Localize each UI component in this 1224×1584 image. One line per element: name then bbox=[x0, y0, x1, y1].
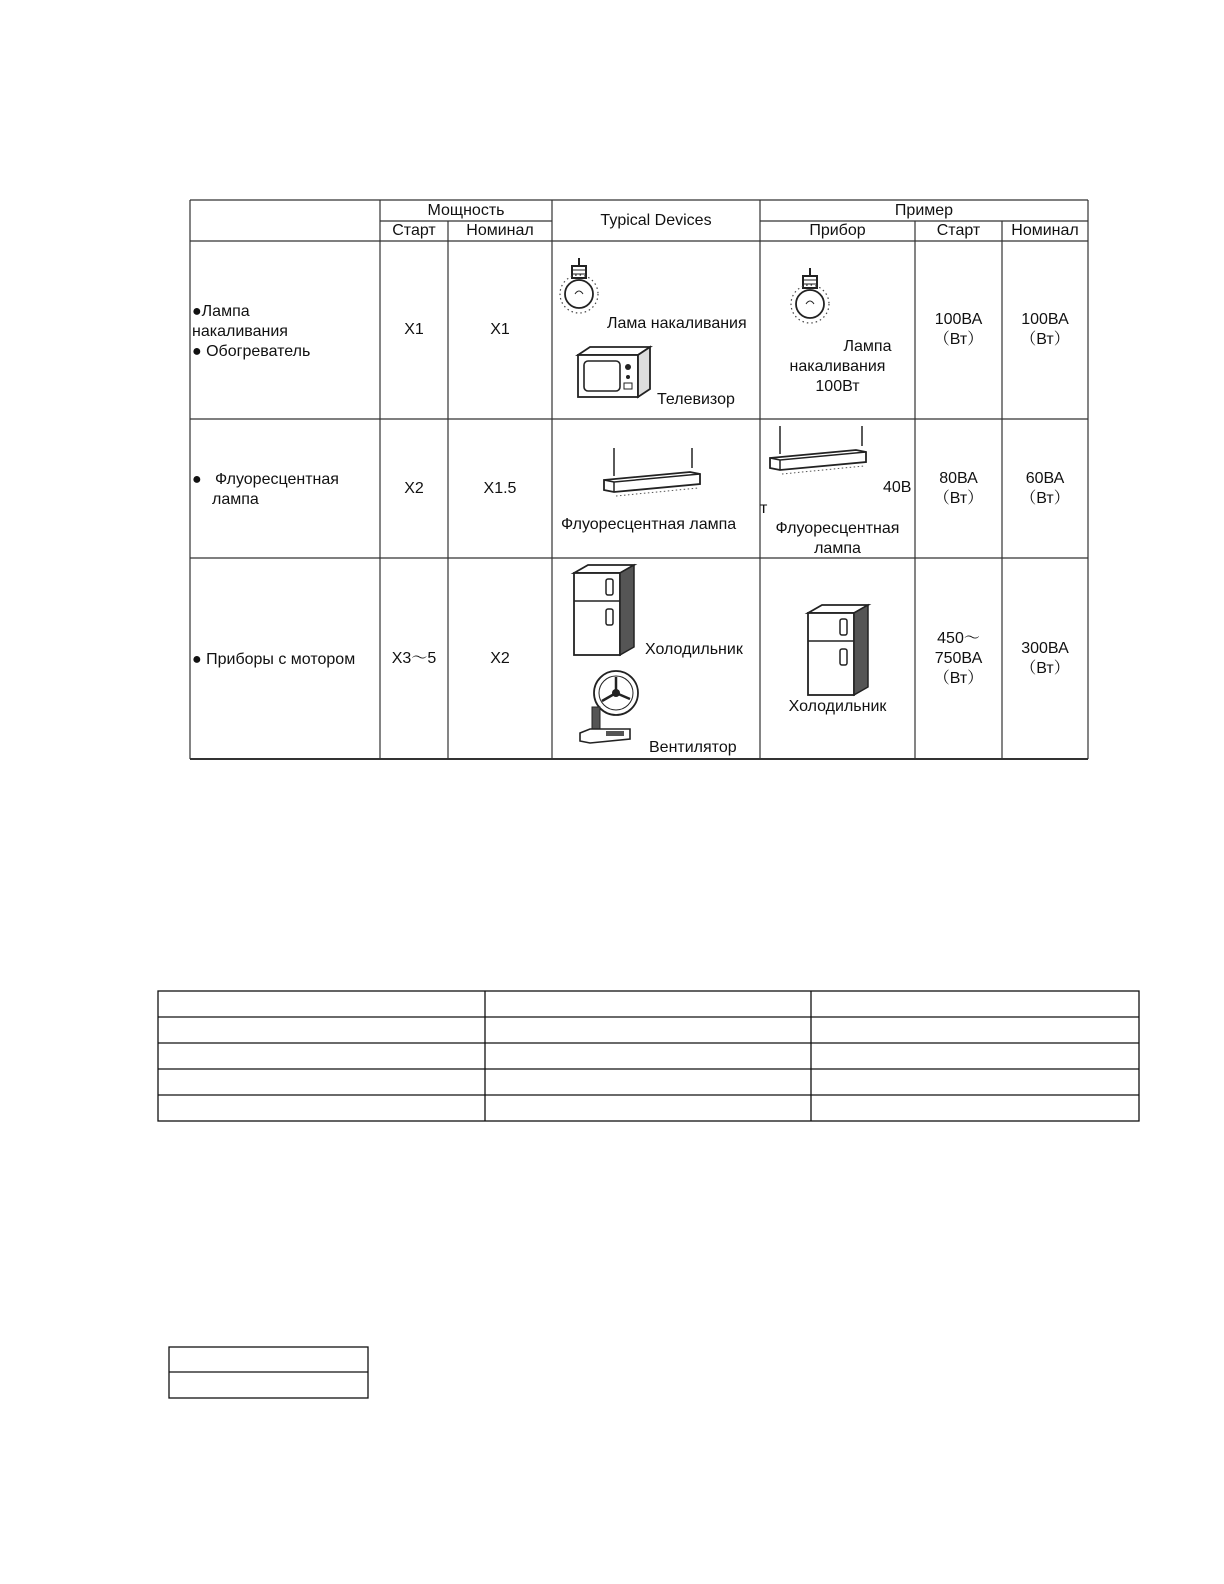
category-line: ●Лампа bbox=[192, 303, 250, 320]
header-power: Мощность bbox=[427, 201, 505, 219]
header-nominal: Номинал bbox=[466, 222, 534, 239]
row3-start: X3～5 bbox=[391, 649, 437, 667]
value-line: 60ВА bbox=[1025, 469, 1065, 487]
example-label-fridge: Холодильник bbox=[788, 698, 887, 715]
category-line: ● Флуоресцентная bbox=[192, 471, 339, 488]
value-line: 300ВА bbox=[1021, 639, 1069, 657]
header-typical-devices: Typical Devices bbox=[600, 211, 712, 229]
row1-start: X1 bbox=[404, 321, 424, 338]
value-line: 100ВА bbox=[1021, 311, 1069, 328]
typical-label-fluorescent: Флуоресцентная лампа bbox=[561, 516, 737, 533]
category-line: ● Обогреватель bbox=[192, 343, 311, 360]
example-watt-label: 40В bbox=[883, 479, 912, 496]
value-line: 450～ bbox=[937, 629, 980, 647]
header-example: Пример bbox=[894, 201, 954, 219]
row1-nominal: X1 bbox=[490, 321, 510, 338]
typical-label-bulb: Лама накаливания bbox=[607, 315, 747, 332]
example-label: накаливания bbox=[789, 358, 886, 375]
example-label: Флуоресцентная bbox=[775, 520, 900, 537]
example-label: лампа bbox=[814, 540, 861, 557]
header-start: Старт bbox=[392, 222, 436, 239]
row2-start: X2 bbox=[404, 479, 424, 497]
value-line: （Вт） bbox=[933, 669, 984, 687]
value-line: 100ВА bbox=[934, 311, 983, 328]
value-line: （Вт） bbox=[1020, 659, 1070, 677]
value-line: （Вт） bbox=[933, 489, 984, 507]
typical-label-fridge: Холодильник bbox=[645, 641, 743, 658]
row2-nominal: X1.5 bbox=[483, 479, 517, 497]
example-label: 100Вт bbox=[815, 378, 860, 395]
value-line: （Вт） bbox=[1020, 331, 1070, 348]
value-line: 80ВА bbox=[939, 469, 978, 487]
value-line: 750ВА bbox=[934, 649, 983, 667]
example-t-label: т bbox=[760, 500, 768, 517]
typical-label-fan: Вентилятор bbox=[649, 739, 737, 756]
row3-nominal: X2 bbox=[490, 649, 510, 667]
category-line: лампа bbox=[212, 491, 259, 508]
header-device: Прибор bbox=[809, 222, 866, 239]
value-line: （Вт） bbox=[1020, 489, 1070, 507]
example-label: Лампа bbox=[843, 338, 892, 355]
row3-category: ● Приборы с мотором bbox=[192, 651, 356, 668]
header-example-nominal: Номинал bbox=[1011, 222, 1079, 239]
value-line: （Вт） bbox=[933, 331, 984, 348]
header-example-start: Старт bbox=[936, 222, 981, 239]
category-line: накаливания bbox=[192, 323, 288, 340]
typical-label-tv: Телевизор bbox=[657, 391, 735, 408]
